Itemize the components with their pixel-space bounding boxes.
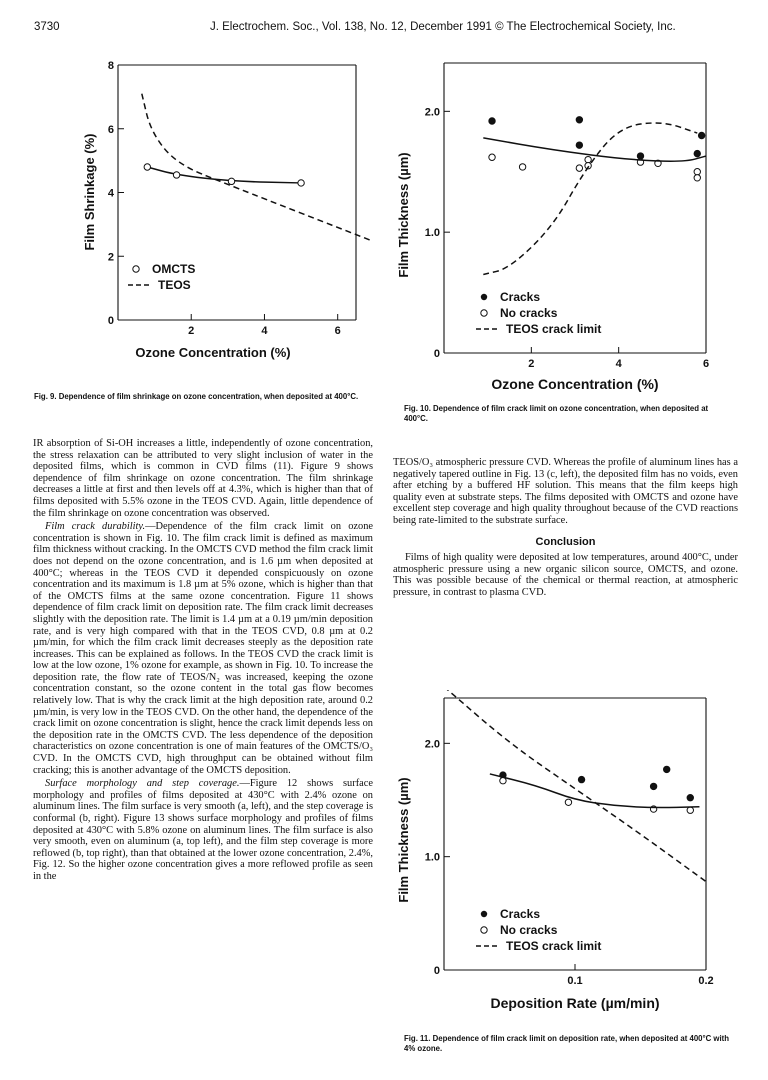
fig10-y-tick-label: 2.0	[424, 106, 440, 119]
fig9-legend-marker-open	[133, 266, 139, 272]
conclusion-heading: Conclusion	[535, 535, 596, 548]
fig11-legend-label: Cracks	[500, 907, 541, 921]
fig11-chart	[388, 690, 738, 1030]
fig10-y-axis-label: Film Thickness (µm)	[396, 152, 411, 278]
fig11-caption: Fig. 11. Dependence of film crack limit on deposition rate, when deposited at 400°C with 4% ozone.	[404, 1034, 730, 1053]
fig10-point-cracks	[694, 150, 700, 156]
fig9-x-axis-label: Ozone Concentration (%)	[135, 345, 291, 360]
surface-morphology-title: Surface morphology and step coverage.	[45, 778, 240, 790]
journal-header: J. Electrochem. Soc., Vol. 138, No. 12, December 1991 © The Electrochemical Society, Inc.	[210, 21, 676, 33]
fig9-y-tick-label: 4	[107, 187, 114, 200]
fig10-legend-label: Cracks	[500, 290, 541, 304]
fig11-legend-label: No cracks	[500, 923, 558, 937]
fig10-chart	[388, 55, 738, 395]
left-paragraph-2	[33, 521, 373, 776]
fig10-point-cracks	[489, 118, 495, 124]
fig9-x-tick-label: 4	[261, 325, 268, 337]
fig11-line-teos-crack-limit	[444, 690, 706, 882]
fig10-legend-marker-open	[481, 310, 487, 316]
fig10-caption: Fig. 10. Dependence of film crack limit on ozone concentration, when deposited at 400°C.	[404, 404, 709, 423]
fig9-point-open	[173, 172, 179, 178]
fig10-y-tick-label: 0	[433, 348, 440, 360]
fig11-legend-marker-filled	[481, 911, 487, 917]
crack-durability-text: —Dependence of the film crack limit on ozone concentration is shown in Fig. 10. The film crack limit is defined as maximum film thickness without cracking. In the OMCTS CVD method the film crack limit does not depend on the ozone concentration, and is 1.6 µm when deposited at 400°C; whereas in the TEOS CVD it depended conspicuously on ozone concentration and its maximum is 1.8 µm at 5% ozone, which is higher than that of the OMCTS films at the same ozone concentration. Figure 11 shows dependence of film crack limit on deposition rate. The film crack limit decreases slightly with the deposition rate. The limit is 1.4 µm at a 0.19 µm/min deposition rate, and is very high compared with that in the TEOS CVD, 0.8 µm at 0.2 µm/min, for which the film crack limit decreases steeply as the deposition rate increases. This can be explained as follows. In the TEOS CVD the crack limit is low at the low ozone, 1% ozone for example, as shown in Fig. 10. To increase the deposition rate, the flow rate of TEOS/N₂ was increased, keeping the ozone concentration constant, so the ozone content in the total gas flow becomes relatively low. That is why the crack limit at the high deposition rate, around 0.2 µm/min, is very low in the TEOS CVD. On the other hand, the dependence of the crack limit on ozone concentration is slight, hence the crack limit depends less on the deposition rate in the OMCTS CVD. The less dependence of the deposition characteristics on ozone concentration is one of main features of the OMCTS/O₃ CVD. In the OMCTS CVD, high throughput can be obtained without film cracking; this is another advantage of the OMCTS deposition.	[33, 521, 374, 776]
fig10-point-open	[585, 156, 591, 162]
fig11-point-cracks	[650, 783, 656, 789]
fig10-x-axis-label: Ozone Concentration (%)	[491, 376, 659, 392]
fig9-point-open	[298, 180, 304, 186]
right-text-column	[393, 457, 738, 601]
fig11-point-open	[565, 799, 571, 805]
fig11-legend-marker-open	[481, 927, 487, 933]
fig11-x-tick-label: 0.2	[698, 975, 714, 987]
fig11-point-cracks	[578, 776, 584, 782]
fig11-x-tick-label: 0.1	[567, 975, 583, 987]
left-paragraph-1: IR absorption of Si-OH increases a little, independently of ozone concentration, the stress relaxation can be attributed to very slight inclusion of water in the deposited films, which is common in CVD films (11). Figure 9 shows dependence of film shrinkage on ozone concentration. The film shrinkage decreases a little at first and then levels off at 4.3%, which is higher than that of films deposited with 5.5% ozone in the TEOS CVD. Again, little dependence of the film shrinkage on ozone concentration was observed.	[33, 438, 373, 519]
fig9-legend-label: TEOS	[158, 278, 191, 292]
fig10-point-open	[694, 175, 700, 181]
fig9-point-open	[228, 178, 234, 184]
fig9-x-tick-label: 2	[188, 325, 195, 337]
fig11-y-tick-label: 2.0	[424, 738, 440, 751]
fig9-legend-label: OMCTS	[152, 262, 196, 276]
fig9-y-tick-label: 6	[107, 123, 114, 136]
fig10-legend-label: No cracks	[500, 306, 558, 320]
fig10-y-tick-label: 1.0	[424, 227, 440, 240]
conclusion-text: Films of high quality were deposited at low temperatures, around 400°C, under atmospheric pressure using a new organic silicon source, OMCTS, and ozone. This was possible because of the chemical or thermal reaction, at atmospheric pressure, in contrast to plasma CVD.	[393, 552, 738, 598]
fig10-x-tick-label: 6	[702, 358, 710, 370]
fig9-y-tick-label: 0	[107, 315, 114, 327]
fig9-plot-area	[142, 94, 370, 241]
fig11-point-cracks	[687, 795, 693, 801]
fig10-point-open	[519, 164, 525, 170]
fig11-y-tick-label: 1.0	[424, 851, 440, 864]
fig10-plot-area	[483, 117, 706, 275]
fig9-point-open	[144, 164, 150, 170]
fig10-point-open	[576, 165, 582, 171]
fig11-x-axis-label: Deposition Rate (µm/min)	[490, 995, 660, 1011]
fig10-legend-label: TEOS crack limit	[506, 322, 602, 336]
fig10-legend-marker-filled	[481, 294, 487, 300]
surface-morphology-text: —Figure 12 shows surface morphology and profiles of films deposited at 430°C with 2.4% ozone on aluminum lines. The film surface is very smooth (a, left), and the step coverage is conformal (b, right). Figure 13 shows surface morphology and profiles of films deposited at 430°C with 5.8% ozone on aluminum lines. The film surface is also very smooth, even on aluminum (a, top left), and the film step coverage is more reflowed (b, top right), than that obtained at the lower ozone concentration, 2.4%, Fig. 12. So the higher ozone concentration gives a more reflowed profile as seen in the	[33, 778, 373, 882]
fig11-y-tick-label: 0	[433, 965, 440, 977]
crack-durability-title: Film crack durability.	[45, 521, 146, 533]
fig9-y-axis-label: Film Shrinkage (%)	[82, 133, 97, 251]
fig9-line-omcts	[147, 167, 301, 183]
fig11-point-open	[687, 807, 693, 813]
fig11-legend-label: TEOS crack limit	[506, 939, 602, 953]
fig10-point-open	[489, 154, 495, 160]
fig9-y-tick-label: 2	[107, 251, 114, 264]
fig11-y-axis-label: Film Thickness (µm)	[396, 777, 411, 903]
fig10-x-tick-label: 4	[615, 358, 622, 370]
fig9-caption: Fig. 9. Dependence of film shrinkage on ozone concentration, when deposited at 400°C.	[34, 392, 359, 401]
page-number: 3730	[34, 21, 60, 33]
fig11-plot-area	[444, 690, 706, 882]
fig11-point-cracks	[664, 766, 670, 772]
right-paragraph-1: TEOS/O₃ atmospheric pressure CVD. Whereas the profile of aluminum lines has a negatively tapered outline in Fig. 13 (c, left), the deposited film has no voids, even after etching by a buffered HF solution. This means that the film keeps high quality even at substrate steps. The films deposited with OMCTS and ozone have excellent step coverage and high quality throughout because of the CVD reactions being rate-limited to the substrate surface.	[393, 457, 738, 526]
fig10-point-cracks	[698, 132, 704, 138]
left-paragraph-3	[33, 778, 373, 882]
fig9-y-tick-label: 8	[107, 60, 114, 72]
fig10-x-tick-label: 2	[528, 358, 535, 370]
fig9-line-teos	[142, 94, 370, 241]
fig10-line-teos-crack-limit	[483, 123, 697, 274]
fig10-point-cracks	[576, 142, 582, 148]
fig10-point-cracks	[576, 117, 582, 123]
fig9-chart	[30, 55, 370, 365]
fig10-line-omcts-crack-limit	[483, 138, 706, 161]
left-text-column	[33, 438, 373, 885]
fig10-point-cracks	[637, 153, 643, 159]
fig10-point-open	[694, 169, 700, 175]
fig9-x-tick-label: 6	[334, 325, 341, 337]
